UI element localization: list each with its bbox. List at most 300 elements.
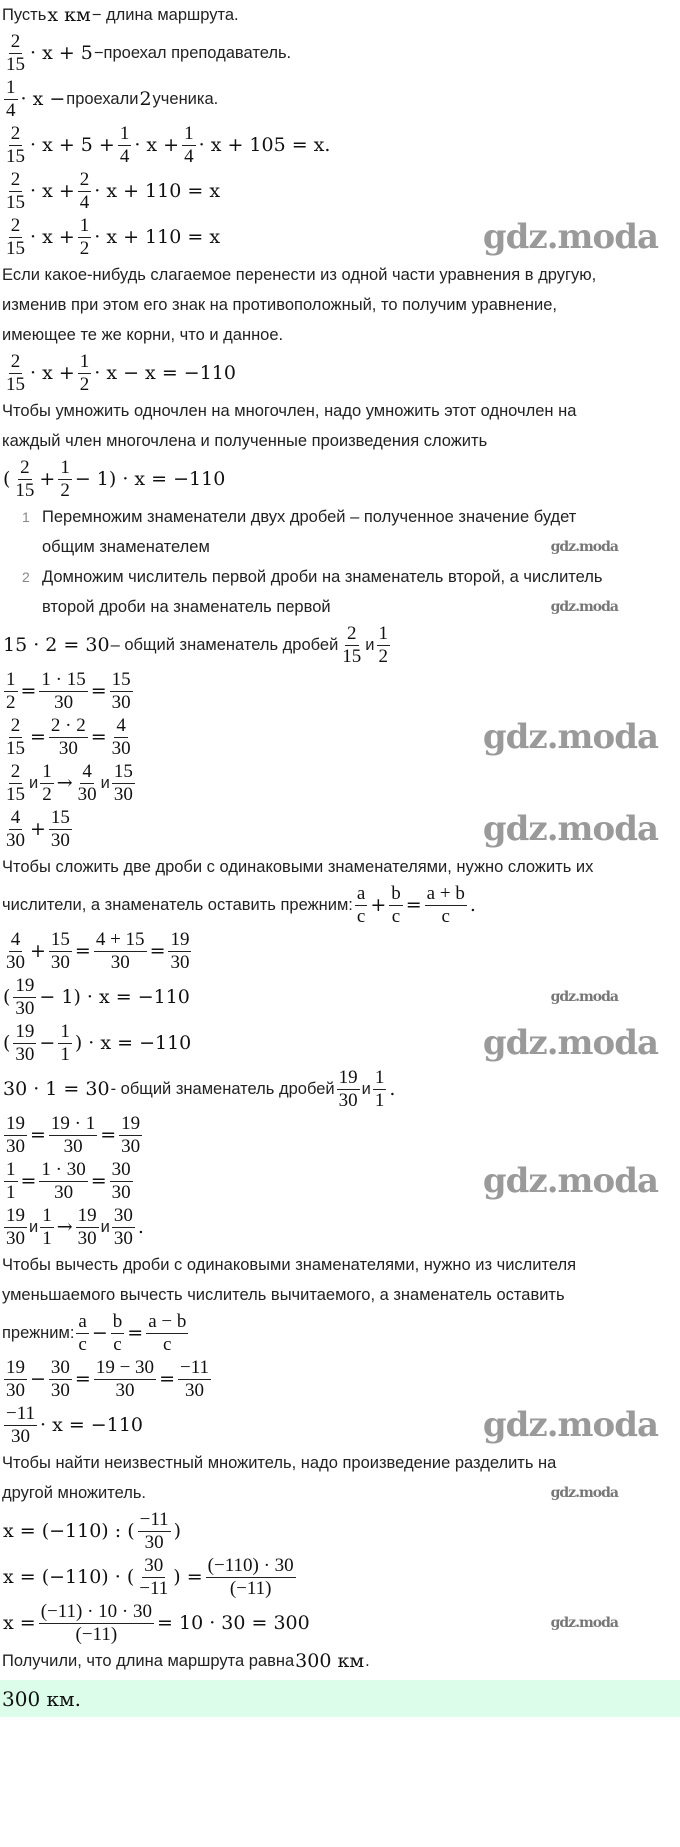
fraction-numerator: a bbox=[356, 882, 366, 904]
math-expression: = bbox=[127, 1322, 144, 1344]
math-expression: = bbox=[20, 680, 37, 702]
fraction bbox=[49, 1114, 97, 1157]
doc-line bbox=[0, 882, 678, 928]
fraction-numerator: 1 bbox=[79, 350, 90, 372]
math-expression: → bbox=[56, 1216, 73, 1238]
math-expression: = bbox=[30, 1124, 46, 1146]
fraction bbox=[146, 1312, 188, 1355]
fraction bbox=[76, 762, 99, 805]
doc-line bbox=[0, 456, 678, 502]
prose-text: и bbox=[29, 1217, 39, 1236]
fraction bbox=[13, 458, 36, 501]
doc-line bbox=[0, 502, 678, 532]
prose-text: другой множитель. bbox=[2, 1483, 147, 1502]
fraction-denominator: 30 bbox=[121, 1135, 141, 1157]
list-number: 2 bbox=[22, 569, 30, 585]
fraction bbox=[178, 1358, 211, 1401]
fraction-numerator: −11 bbox=[139, 1508, 169, 1530]
fraction-numerator: 4 + 15 bbox=[95, 928, 145, 950]
fraction-denominator: 15 bbox=[15, 479, 35, 501]
fraction bbox=[49, 808, 72, 851]
fraction-numerator: 2 bbox=[10, 760, 21, 782]
fraction-denominator: 30 bbox=[6, 829, 25, 851]
math-expression: · x + bbox=[30, 226, 75, 248]
fraction-denominator: 1 bbox=[60, 1043, 70, 1065]
math-expression: · x − x = −110 bbox=[94, 362, 236, 384]
watermark-logo: gdz.moda bbox=[550, 599, 618, 615]
fraction bbox=[13, 976, 36, 1019]
doc-line bbox=[0, 260, 678, 290]
watermark-logo: gdz.moda bbox=[482, 217, 658, 257]
doc-line bbox=[0, 1204, 678, 1250]
fraction-numerator: 1 bbox=[60, 456, 70, 478]
fraction-denominator: 2 bbox=[79, 373, 90, 395]
fraction bbox=[94, 1358, 156, 1401]
fraction-numerator: (−11) · 10 · 30 bbox=[40, 1600, 153, 1622]
fraction bbox=[138, 1510, 171, 1553]
watermark-logo: gdz.moda bbox=[482, 809, 658, 849]
math-expression: = bbox=[100, 1124, 117, 1146]
math-expression: x = bbox=[3, 1612, 36, 1634]
fraction-numerator: b bbox=[391, 882, 401, 904]
prose-text: Чтобы найти неизвестный множитель, надо произведение разделить на bbox=[2, 1453, 557, 1472]
fraction bbox=[78, 216, 92, 259]
fraction bbox=[373, 1068, 387, 1111]
prose-text: Чтобы вычесть дроби с одинаковыми знаменателями, нужно из числителя bbox=[2, 1255, 577, 1274]
math-expression: − 1) · x = −110 bbox=[74, 468, 226, 490]
doc-line bbox=[0, 532, 678, 562]
math-expression: = bbox=[30, 726, 46, 748]
doc-line bbox=[0, 1448, 678, 1478]
math-expression: . bbox=[389, 1078, 396, 1100]
fraction bbox=[4, 808, 27, 851]
doc-line bbox=[0, 168, 678, 214]
math-expression: = bbox=[159, 1368, 175, 1390]
fraction-denominator: 30 bbox=[111, 691, 131, 713]
fraction-numerator: 1 bbox=[184, 122, 194, 144]
prose-text: . bbox=[365, 1651, 370, 1670]
fraction-numerator: 19 bbox=[6, 1356, 25, 1378]
prose-text: Чтобы сложить две дроби с одинаковыми знаменателями, нужно сложить их bbox=[2, 857, 594, 876]
fraction bbox=[389, 884, 403, 927]
fraction bbox=[206, 1556, 296, 1599]
prose-text: общим знаменателем bbox=[42, 537, 210, 556]
math-expression: x = (−110) : ( bbox=[3, 1520, 135, 1542]
fraction-numerator: 1 · 15 bbox=[41, 668, 86, 690]
doc-line bbox=[0, 714, 678, 760]
fraction-numerator: a + b bbox=[426, 882, 465, 904]
fraction-denominator: 2 bbox=[378, 645, 389, 667]
math-expression: ) bbox=[173, 1520, 182, 1542]
answer-value: 300 км. bbox=[2, 1686, 81, 1711]
watermark-logo: gdz.moda bbox=[550, 989, 618, 1005]
fraction-denominator: 30 bbox=[6, 951, 25, 973]
watermark-logo: gdz.moda bbox=[550, 539, 618, 555]
fraction bbox=[112, 1206, 135, 1249]
fraction bbox=[182, 124, 196, 167]
doc-line bbox=[0, 1280, 678, 1310]
doc-line bbox=[0, 426, 678, 456]
fraction-numerator: 1 bbox=[6, 1158, 16, 1180]
fraction-numerator: −11 bbox=[179, 1356, 209, 1378]
fraction-denominator: 30 bbox=[113, 783, 133, 805]
doc-line bbox=[0, 1066, 678, 1112]
fraction-numerator: 2 bbox=[20, 456, 30, 478]
prose-text: − длина маршрута. bbox=[91, 5, 239, 24]
fraction-numerator: −11 bbox=[6, 1402, 36, 1424]
fraction bbox=[78, 170, 92, 213]
fraction-denominator: 30 bbox=[77, 1227, 97, 1249]
fraction-numerator: 4 bbox=[116, 714, 126, 736]
fraction bbox=[377, 624, 391, 667]
fraction-denominator: 30 bbox=[54, 691, 74, 713]
math-expression: · x + 5 + bbox=[30, 134, 115, 156]
fraction-denominator: 30 bbox=[11, 1425, 30, 1447]
fraction-numerator: (−110) · 30 bbox=[207, 1554, 294, 1576]
fraction-numerator: 15 bbox=[113, 760, 133, 782]
fraction-denominator: c bbox=[113, 1333, 122, 1355]
fraction-numerator: 1 bbox=[79, 214, 90, 236]
fraction bbox=[4, 170, 27, 213]
fraction-denominator: 15 bbox=[6, 373, 25, 395]
prose-text: Получили, что длина маршрута равна bbox=[2, 1651, 295, 1670]
fraction-numerator: 2 bbox=[347, 622, 357, 644]
prose-text: имеющее те же корни, что и данное. bbox=[2, 325, 284, 344]
doc-line bbox=[0, 806, 678, 852]
math-expression: · x + 5 bbox=[30, 42, 93, 64]
doc-line bbox=[0, 668, 678, 714]
doc-line bbox=[0, 852, 678, 882]
fraction-denominator: 30 bbox=[111, 737, 131, 759]
fraction-numerator: 4 bbox=[82, 760, 92, 782]
fraction-denominator: 2 bbox=[6, 691, 16, 713]
fraction bbox=[4, 930, 27, 973]
doc-line bbox=[0, 1112, 678, 1158]
prose-text: и bbox=[100, 773, 110, 792]
fraction-numerator: 19 − 30 bbox=[95, 1356, 155, 1378]
fraction bbox=[39, 670, 87, 713]
fraction bbox=[39, 1160, 87, 1203]
fraction-denominator: c bbox=[391, 905, 401, 927]
doc-line bbox=[0, 0, 678, 30]
fraction-numerator: 19 bbox=[15, 974, 35, 996]
fraction bbox=[137, 1556, 170, 1599]
fraction-numerator: 1 · 30 bbox=[41, 1158, 86, 1180]
doc-line bbox=[0, 1250, 678, 1280]
fraction-numerator: 19 bbox=[6, 1112, 25, 1134]
list-number: 1 bbox=[22, 509, 30, 525]
math-expression: ) · x = −110 bbox=[74, 1032, 192, 1054]
prose-text: Чтобы умножить одночлен на многочлен, надо умножить этот одночлен на bbox=[2, 401, 577, 420]
fraction bbox=[110, 716, 133, 759]
fraction-numerator: 2 bbox=[79, 168, 90, 190]
fraction bbox=[13, 1022, 36, 1065]
fraction-numerator: 4 bbox=[10, 928, 21, 950]
prose-text: и bbox=[29, 773, 39, 792]
doc-line bbox=[0, 122, 678, 168]
fraction-numerator: 2 bbox=[10, 214, 21, 236]
math-expression: · x + 110 = x bbox=[94, 180, 221, 202]
fraction-denominator: 30 bbox=[144, 1531, 164, 1553]
watermark-logo: gdz.moda bbox=[550, 1615, 618, 1631]
fraction-denominator: 30 bbox=[113, 1227, 133, 1249]
fraction-numerator: 30 bbox=[144, 1554, 164, 1576]
fraction bbox=[340, 624, 363, 667]
fraction bbox=[337, 1068, 360, 1111]
math-expression: + bbox=[39, 468, 56, 490]
math-expression: ( bbox=[3, 468, 11, 490]
math-expression: · x + 105 = x. bbox=[198, 134, 331, 156]
fraction-numerator: 19 bbox=[77, 1204, 97, 1226]
fraction-numerator: 4 bbox=[10, 806, 21, 828]
fraction-denominator: 2 bbox=[42, 783, 52, 805]
fraction-numerator: 1 bbox=[60, 1020, 70, 1042]
fraction-numerator: 19 bbox=[338, 1066, 358, 1088]
fraction-denominator: 30 bbox=[170, 951, 190, 973]
prose-text: прежним: bbox=[2, 1323, 75, 1342]
fraction bbox=[4, 716, 27, 759]
math-expression: → bbox=[56, 772, 73, 794]
math-expression: − bbox=[39, 1032, 56, 1054]
fraction-denominator: 30 bbox=[184, 1379, 204, 1401]
fraction-denominator: (−11) bbox=[75, 1623, 118, 1645]
fraction-denominator: 1 bbox=[6, 1181, 16, 1203]
math-expression: = bbox=[90, 1170, 107, 1192]
fraction-denominator: 15 bbox=[6, 783, 25, 805]
fraction-denominator: 2 bbox=[79, 237, 90, 259]
fraction-denominator: 30 bbox=[15, 997, 35, 1019]
fraction-numerator: 2 bbox=[10, 168, 21, 190]
fraction-numerator: 19 bbox=[6, 1204, 25, 1226]
fraction-denominator: 30 bbox=[15, 1043, 35, 1065]
fraction-denominator: 15 bbox=[6, 737, 25, 759]
math-expression: ( bbox=[3, 1032, 11, 1054]
math-expression: + bbox=[30, 940, 46, 962]
doc-line bbox=[0, 76, 678, 122]
fraction-numerator: 19 bbox=[15, 1020, 35, 1042]
fraction-numerator: 1 bbox=[378, 622, 389, 644]
math-expression: = bbox=[74, 940, 91, 962]
fraction-denominator: −11 bbox=[139, 1577, 169, 1599]
fraction bbox=[4, 1358, 27, 1401]
fraction-denominator: c bbox=[441, 905, 450, 927]
fraction bbox=[119, 1114, 142, 1157]
fraction bbox=[78, 352, 92, 395]
fraction bbox=[94, 930, 147, 973]
doc-line bbox=[0, 1508, 678, 1554]
fraction-denominator: 30 bbox=[6, 1227, 25, 1249]
prose-text: и bbox=[361, 1079, 371, 1098]
math-expression: = 10 · 30 = 300 bbox=[157, 1612, 310, 1634]
fraction bbox=[4, 216, 27, 259]
doc-line bbox=[0, 214, 678, 260]
watermark-logo: gdz.moda bbox=[482, 1023, 658, 1063]
math-expression: · x + 110 = x bbox=[94, 226, 221, 248]
fraction bbox=[112, 762, 135, 805]
doc-line bbox=[0, 592, 678, 622]
fraction-numerator: 2 bbox=[10, 30, 21, 52]
fraction bbox=[4, 78, 18, 121]
math-expression: = bbox=[90, 680, 107, 702]
fraction bbox=[110, 1160, 133, 1203]
fraction-numerator: 19 · 1 bbox=[50, 1112, 96, 1134]
math-expression: · x − bbox=[20, 88, 66, 110]
fraction-denominator: 15 bbox=[6, 145, 25, 167]
fraction-denominator: 30 bbox=[77, 783, 97, 805]
fraction-numerator: 1 bbox=[119, 122, 130, 144]
math-expression: − bbox=[30, 1368, 46, 1390]
fraction-numerator: 1 bbox=[374, 1066, 385, 1088]
math-expression: · x + bbox=[30, 180, 75, 202]
doc-line bbox=[0, 760, 678, 806]
fraction-denominator: 30 bbox=[50, 829, 70, 851]
doc-line bbox=[0, 396, 678, 426]
prose-text: ученика. bbox=[152, 89, 219, 108]
doc-line bbox=[0, 622, 678, 668]
doc-line bbox=[0, 1310, 678, 1356]
fraction-denominator: c bbox=[78, 1333, 87, 1355]
fraction-numerator: a bbox=[78, 1310, 87, 1332]
fraction-denominator: 30 bbox=[50, 1379, 70, 1401]
doc-line bbox=[0, 1478, 678, 1508]
math-expression: = bbox=[149, 940, 166, 962]
fraction-numerator: 2 bbox=[10, 714, 21, 736]
prose-text: Если какое-нибудь слагаемое перенести из одной части уравнения в другую, bbox=[2, 265, 597, 284]
prose-text: Домножим числитель первой дроби на знаменатель второй, а числитель bbox=[42, 567, 603, 586]
fraction-numerator: 19 bbox=[121, 1112, 141, 1134]
prose-text: – общий знаменатель дробей bbox=[110, 635, 339, 654]
fraction-numerator: 15 bbox=[50, 928, 70, 950]
prose-text: уменьшаемого вычесть числитель вычитаемого, а знаменатель оставить bbox=[2, 1285, 565, 1304]
fraction bbox=[40, 1206, 54, 1249]
watermark-logo: gdz.moda bbox=[550, 1485, 618, 1501]
fraction-denominator: 30 bbox=[54, 1181, 74, 1203]
math-expression: · x = −110 bbox=[40, 1414, 143, 1436]
fraction bbox=[110, 670, 133, 713]
prose-text: −проехал преподаватель. bbox=[93, 43, 292, 62]
fraction bbox=[49, 930, 72, 973]
fraction-denominator: 30 bbox=[50, 951, 70, 973]
math-expression: − bbox=[91, 1322, 108, 1344]
fraction-numerator: 15 bbox=[111, 668, 131, 690]
doc-line bbox=[0, 562, 678, 592]
math-expression: 30 · 1 = 30 bbox=[3, 1078, 110, 1100]
fraction-denominator: 4 bbox=[119, 145, 130, 167]
math-expression: = bbox=[90, 726, 107, 748]
math-expression: x км bbox=[47, 4, 91, 26]
fraction bbox=[4, 1160, 18, 1203]
prose-text: проехали bbox=[66, 89, 139, 108]
math-expression: 300 км bbox=[295, 1650, 365, 1672]
fraction-denominator: 15 bbox=[6, 237, 25, 259]
fraction-numerator: a − b bbox=[148, 1310, 187, 1332]
fraction bbox=[168, 930, 191, 973]
fraction bbox=[4, 762, 27, 805]
fraction bbox=[76, 1206, 99, 1249]
fraction-denominator: c bbox=[356, 905, 366, 927]
doc-line bbox=[0, 350, 678, 396]
fraction-numerator: 30 bbox=[113, 1204, 133, 1226]
doc-line bbox=[0, 290, 678, 320]
fraction-denominator: 30 bbox=[6, 1379, 25, 1401]
doc-line bbox=[0, 320, 678, 350]
fraction-numerator: 2 bbox=[10, 122, 21, 144]
fraction bbox=[4, 1114, 27, 1157]
fraction-numerator: 15 bbox=[50, 806, 70, 828]
fraction-denominator: 15 bbox=[6, 191, 25, 213]
watermark-logo: gdz.moda bbox=[482, 1161, 658, 1201]
math-expression: = bbox=[405, 894, 422, 916]
prose-text: Перемножим знаменатели двух дробей – полученное значение будет bbox=[42, 507, 577, 526]
fraction bbox=[4, 1206, 27, 1249]
fraction-denominator: 30 bbox=[115, 1379, 135, 1401]
math-expression: = bbox=[20, 1170, 37, 1192]
doc-line bbox=[0, 1356, 678, 1402]
fraction bbox=[118, 124, 132, 167]
doc-line bbox=[0, 1158, 678, 1204]
fraction-denominator: 1 bbox=[374, 1089, 385, 1111]
fraction bbox=[4, 32, 27, 75]
math-expression: 15 · 2 = 30 bbox=[3, 634, 110, 656]
math-expression: + bbox=[30, 818, 46, 840]
fraction bbox=[4, 1404, 37, 1447]
fraction bbox=[49, 716, 88, 759]
fraction-denominator: 4 bbox=[79, 191, 90, 213]
doc-line bbox=[0, 1020, 678, 1066]
math-expression: ( bbox=[3, 986, 11, 1008]
fraction-denominator: 30 bbox=[338, 1089, 358, 1111]
fraction-numerator: 1 bbox=[6, 668, 16, 690]
answer-box bbox=[0, 1680, 680, 1717]
math-expression: − 1) · x = −110 bbox=[39, 986, 190, 1008]
prose-text: каждый член многочлена и полученные произведения сложить bbox=[2, 431, 488, 450]
prose-text: и bbox=[365, 635, 375, 654]
fraction-denominator: 4 bbox=[184, 145, 194, 167]
fraction-numerator: 1 bbox=[42, 1204, 52, 1226]
fraction-denominator: 4 bbox=[6, 99, 16, 121]
math-expression: . bbox=[469, 894, 476, 916]
prose-text: изменив при этом его знак на противоположный, то получим уравнение, bbox=[2, 295, 558, 314]
fraction-denominator: 30 bbox=[6, 1135, 25, 1157]
doc-line bbox=[0, 1646, 678, 1676]
math-expression: 2 bbox=[139, 88, 152, 110]
prose-text: второй дроби на знаменатель первой bbox=[42, 597, 331, 616]
fraction-numerator: 1 bbox=[42, 760, 52, 782]
fraction bbox=[76, 1312, 88, 1355]
fraction bbox=[49, 1358, 72, 1401]
doc-line bbox=[0, 1402, 678, 1448]
doc-line bbox=[0, 974, 678, 1020]
fraction-denominator: 15 bbox=[342, 645, 362, 667]
math-expression: · x + bbox=[30, 362, 75, 384]
prose-text: Пусть bbox=[2, 5, 47, 24]
doc-line bbox=[0, 1554, 678, 1600]
fraction-denominator: 30 bbox=[110, 951, 130, 973]
doc-line bbox=[0, 30, 678, 76]
fraction-denominator: 15 bbox=[6, 53, 25, 75]
fraction-numerator: 19 bbox=[170, 928, 190, 950]
fraction-denominator: 30 bbox=[63, 1135, 83, 1157]
fraction bbox=[111, 1312, 125, 1355]
doc-line bbox=[0, 928, 678, 974]
fraction-denominator: (−11) bbox=[229, 1577, 272, 1599]
fraction bbox=[58, 1022, 72, 1065]
prose-text: - общий знаменатель дробей bbox=[110, 1079, 335, 1098]
fraction bbox=[425, 884, 467, 927]
watermark-logo: gdz.moda bbox=[482, 717, 658, 757]
fraction-numerator: 2 · 2 bbox=[50, 714, 86, 736]
fraction-numerator: 30 bbox=[111, 1158, 131, 1180]
